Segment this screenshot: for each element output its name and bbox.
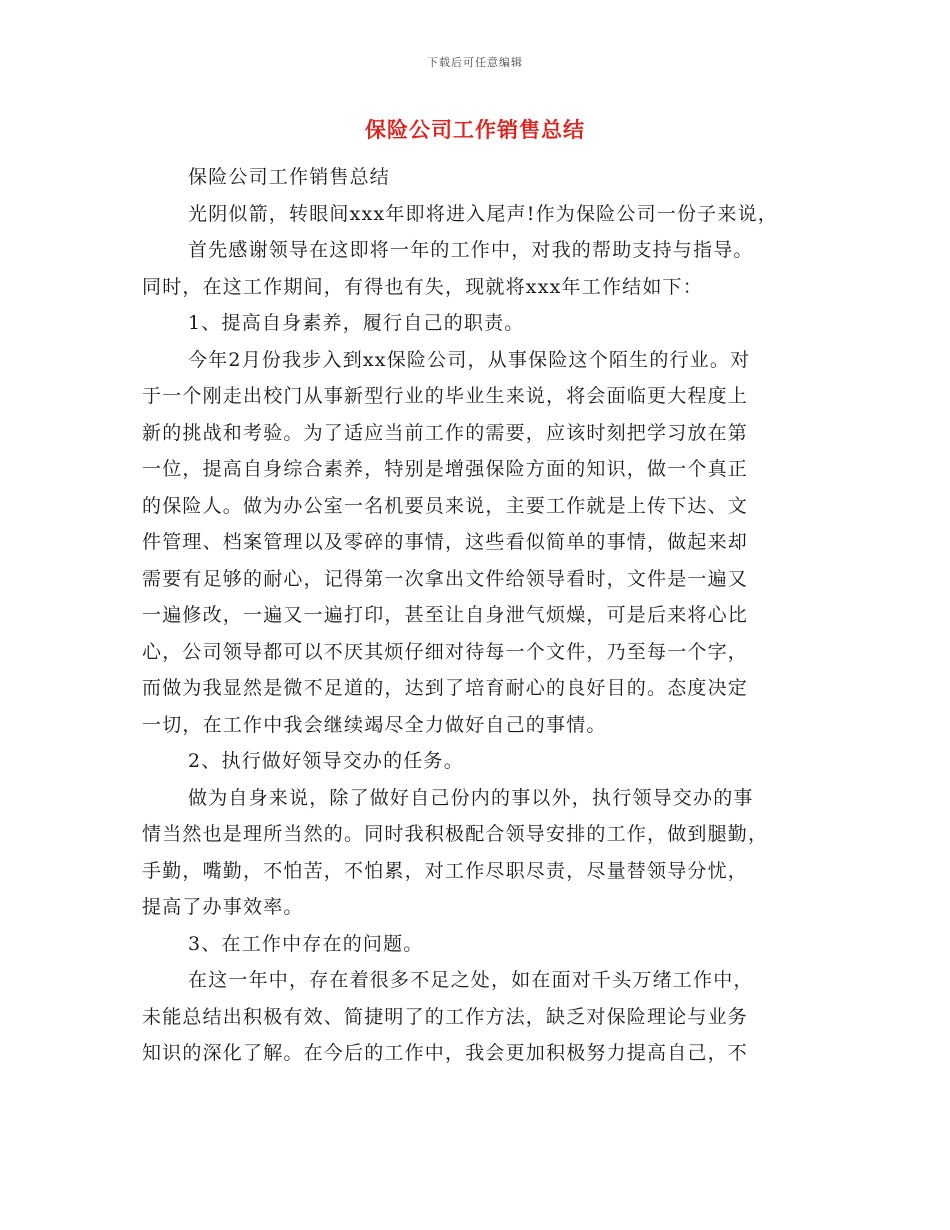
text-line: 手勤，嘴勤，不怕苦，不怕累，对工作尽职尽责，尽量替领导分忧，	[142, 859, 749, 882]
document-body	[142, 159, 822, 1072]
text-line: 提高了办事效率。	[142, 896, 304, 918]
text-line: 2、执行做好领导交办的任务。	[188, 750, 464, 772]
text-line: 于一个刚走出校门从事新型行业的毕业生来说，将会面临更大程度上	[142, 385, 749, 407]
text-line: 一遍修改，一遍又一遍打印，甚至让自身泄气烦燥，可是后来将心比	[142, 604, 749, 626]
text-line: 3、在工作中存在的问题。	[188, 932, 424, 955]
text-line: 未能总结出积极有效、简捷明了的工作方法，缺乏对保险理论与业务	[142, 1005, 749, 1028]
text-line: 需要有足够的耐心，记得第一次拿出文件给领导看时，文件是一遍又	[142, 567, 749, 590]
text-line: 同时，在这工作期间，有得也有失，现就将xxx年工作结如下：	[142, 275, 703, 298]
text-line: 在这一年中，存在着很多不足之处，如在面对千头万绪工作中，	[188, 969, 754, 991]
text-line: 而做为我显然是微不足道的，达到了培育耐心的良好目的。态度决定	[142, 677, 749, 699]
text-line: 保险公司工作销售总结	[188, 166, 391, 188]
text-line: 今年2月份我步入到xx保险公司，从事保险这个陌生的行业。对	[188, 348, 751, 371]
text-line: 一位，提高自身综合素养，特别是增强保险方面的知识，做一个真正	[142, 458, 749, 480]
text-line: 首先感谢领导在这即将一年的工作中，对我的帮助支持与指导。	[188, 239, 754, 261]
text-line: 做为自身来说，除了做好自己份内的事以外，执行领导交办的事	[188, 786, 754, 809]
text-line: 心，公司领导都可以不厌其烦仔细对待每一个文件，乃至每一个字，	[142, 640, 749, 663]
text-line: 1、提高自身素养，履行自己的职责。	[188, 312, 525, 334]
text-line: 知识的深化了解。在今后的工作中，我会更加积极努力提高自己，不	[142, 1042, 749, 1064]
document-title: 保险公司工作销售总结	[365, 117, 585, 142]
page-header: 下载后可任意编辑	[427, 56, 523, 69]
text-line: 件管理、档案管理以及零碎的事情，这些看似简单的事情，做起来却	[142, 531, 749, 553]
text-line: 的保险人。做为办公室一名机要员来说，主要工作就是上传下达、文	[142, 494, 749, 517]
text-line: 新的挑战和考验。为了适应当前工作的需要，应该时刻把学习放在第	[142, 421, 749, 444]
text-line: 光阴似箭，转眼间xxx年即将进入尾声!作为保险公司一份子来说，	[188, 202, 778, 225]
text-line: 一切，在工作中我会继续竭尽全力做好自己的事情。	[142, 713, 607, 736]
text-line: 情当然也是理所当然的。同时我积极配合领导安排的工作，做到腿勤，	[142, 823, 769, 845]
